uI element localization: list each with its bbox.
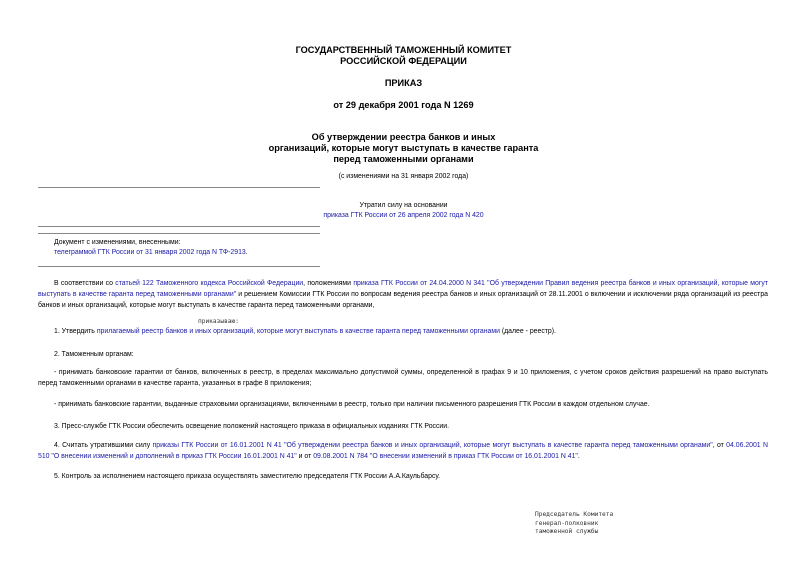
doc-changes-label: Документ с изменениями, внесенными: [54, 239, 181, 246]
item-1-text: 1. Утвердить [54, 328, 97, 335]
divider [38, 226, 320, 227]
doc-changes-link[interactable]: телеграммой ГТК России от 31 января 2002 года N ТФ-2913 [54, 249, 246, 256]
order-341-link[interactable]: приказа ГТК России от 24.04.2000 N 341 "Об утверждении Правил ведения реестра банков и иных организаций, которые могут выступать в качестве гаранта перед таможенными органами" [38, 280, 768, 298]
item-5: 5. Контроль за исполнением настоящего приказа осуществлять заместителю председателя ГТК России А.А.Каульбарсу. [54, 473, 441, 480]
order-word: приказываю: [198, 318, 239, 325]
item-4-text: . [577, 453, 580, 460]
divider [38, 187, 320, 188]
item-3: 3. Пресс-службе ГТК России обеспечить освещение положений настоящего приказа в официальных изданиях ГТК России. [54, 423, 450, 430]
signature-line2: генерал-полковник [535, 519, 599, 527]
doc-changes-line [54, 248, 248, 258]
item-4 [38, 440, 768, 462]
item-2b: - принимать банковские гарантии, выданные страховыми организациями, включенными в реестр, только при наличии письменного разрешения ГТК России в каждом отдельном случае. [54, 401, 650, 408]
signature-block [535, 511, 645, 537]
item-4-text: , от [712, 442, 727, 449]
document-title-line3: перед таможенными органами [333, 154, 474, 164]
lost-force-text: Утратил силу на основании [359, 202, 448, 209]
preamble-text: , положениями [303, 280, 354, 287]
customs-code-link[interactable]: статьей 122 Таможенного кодекса Российской Федерации [115, 280, 304, 287]
order-41-link[interactable]: приказы ГТК России от 16.01.2001 N 41 "Об утверждении реестра банков и иных организаций, которые могут выступать в качестве гаранта перед таможенными органами" [152, 442, 713, 449]
document-title-line2: организаций, которые могут выступать в качестве гаранта [268, 143, 539, 153]
amendments-note: (с изменениями на 31 января 2002 года) [338, 173, 469, 180]
preamble-text: В соответствии со [54, 280, 116, 287]
item-2a: - принимать банковские гарантии от банков, включенных в реестр, в пределах максимально допустимой суммы, определенной в графах 9 и 10 приложения, с учетом сроков действия разрешений на право выступать перед таможенными органами в качестве гаранта, указанных в графе 8 приложения; [38, 369, 768, 387]
item-4-text: и от [296, 453, 314, 460]
order-784-link[interactable]: 09.08.2001 N 784 "О внесении изменений в приказ ГТК России от 16.01.2001 N 41" [313, 453, 578, 460]
signature-line3: таможенной службы [535, 528, 599, 535]
agency-name-line1: ГОСУДАРСТВЕННЫЙ ТАМОЖЕННЫЙ КОМИТЕТ [295, 45, 512, 55]
lost-force-link-wrap [0, 211, 807, 220]
item-4-text: 4. Считать утратившими силу [54, 442, 153, 449]
item-1-text: (далее - реестр). [499, 328, 556, 335]
divider [38, 266, 320, 267]
preamble-text: и решением Комиссии ГТК России по вопросам ведения реестра банков и иных организаций от 28.11.2001 о включении и исключении ряда организаций из реестра банков и иных организаций, которые могут выступать в качестве гаранта перед таможенными органами, [38, 291, 768, 309]
order-510-link[interactable]: 04.06.2001 N 510 "О внесении изменений и дополнений в приказ ГТК России 16.01.2001 N 41" [38, 442, 768, 460]
lost-force-link[interactable]: приказа ГТК России от 26 апреля 2002 года N 420 [323, 212, 484, 219]
signature-line1: Председатель Комитета [535, 511, 614, 518]
divider [38, 233, 320, 234]
item-2: 2. Таможенным органам: [54, 351, 134, 358]
document-date-number: от 29 декабря 2001 года N 1269 [333, 100, 474, 110]
registry-link[interactable]: прилагаемый реестр банков и иных организаций, которые могут выступать в качестве гаранта перед таможенными органами [96, 328, 500, 335]
doc-changes-dot: . [245, 249, 248, 256]
document-type: ПРИКАЗ [384, 78, 423, 88]
agency-name-line2: РОССИЙСКОЙ ФЕДЕРАЦИИ [340, 56, 467, 66]
item-1 [38, 326, 768, 337]
preamble-paragraph [38, 278, 768, 311]
document-title-line1: Об утверждении реестра банков и иных [311, 132, 496, 142]
